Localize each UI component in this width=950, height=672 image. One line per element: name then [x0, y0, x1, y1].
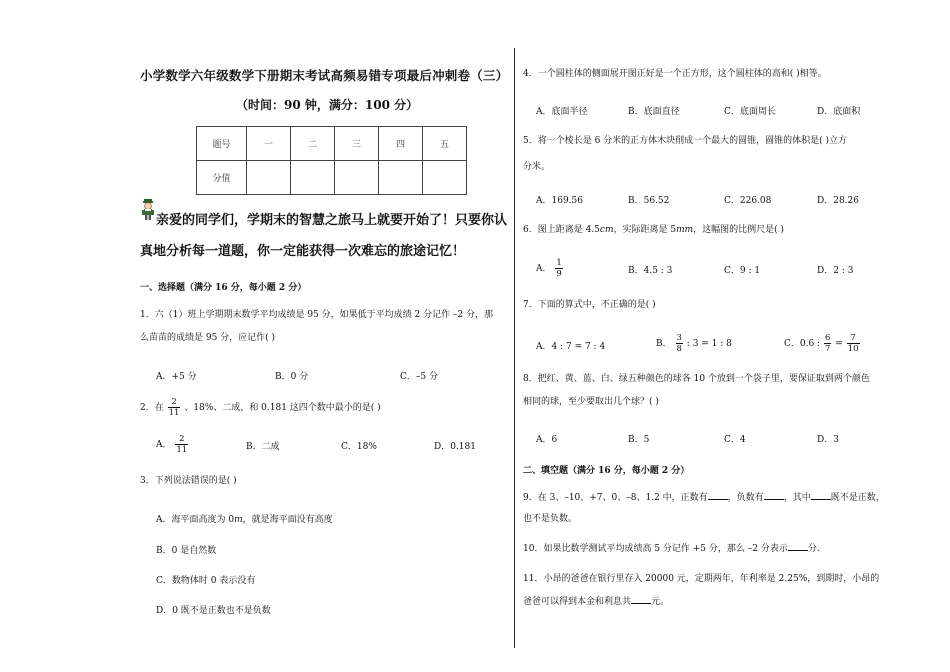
fraction-denominator: 10 — [847, 344, 859, 354]
question-line: 11．小昂的爸爸在银行里存入 20000 元，定期两年，年利率是 2.25%，到期时，小昂的 — [523, 574, 880, 584]
score-table-header: 五 — [423, 127, 467, 161]
score-cell — [291, 161, 335, 195]
option-a[interactable]: A．4 : 7 = 7 : 4 — [536, 342, 606, 352]
option-text: A．海平面高度为 0 — [156, 515, 235, 525]
question-text: 元。 — [651, 597, 670, 607]
option-a[interactable]: A．底面半径 — [536, 107, 588, 117]
fraction — [175, 434, 188, 455]
question-line: 4．一个圆柱体的侧面展开图正好是一个正方形，这个圆柱体的高和( )相等。 — [523, 69, 827, 79]
question-text: 9．在 3、–10、+7、0、–8、1.2 中，正数有 — [523, 493, 708, 503]
option-c[interactable]: C．9 : 1 — [724, 266, 761, 276]
score-table-header: 二 — [291, 127, 335, 161]
answer-blank[interactable] — [708, 490, 728, 500]
intro-text — [140, 205, 512, 267]
score-table — [196, 126, 467, 195]
fraction-numerator: 2 — [168, 397, 181, 408]
score-cell — [247, 161, 291, 195]
option-a[interactable] — [536, 258, 564, 279]
question-line: 么苗苗的成绩是 95 分，应记作( ) — [140, 333, 276, 343]
fraction-denominator: 8 — [676, 344, 682, 354]
option-d[interactable]: D．0.181 — [434, 442, 476, 452]
question-line: 8．把红、黄、蓝、白、绿五种颜色的球各 10 个放到一个袋子里，要保证取到两个颜色 — [523, 374, 870, 384]
answer-blank[interactable] — [631, 594, 651, 604]
fraction-denominator: 7 — [824, 344, 831, 354]
question-text: ，这幅图的比例尺是( ) — [693, 225, 785, 235]
question-line: 3．下列说法错误的是( ) — [140, 476, 237, 486]
option-text: : 3 = 1 : 8 — [686, 339, 732, 349]
question-line — [523, 488, 885, 509]
option-label: B． — [656, 339, 672, 349]
intro-line: 亲爱的同学们，学期末的智慧之旅马上就要开始了！只要你认 — [156, 213, 508, 228]
option-c[interactable]: C．数物体时 0 表示没有 — [156, 576, 256, 586]
option-a[interactable]: A．+5 分 — [156, 372, 197, 382]
option-c[interactable]: C．226.08 — [724, 196, 772, 206]
unit-text: mm — [676, 225, 694, 235]
score-table-header: 三 — [335, 127, 379, 161]
score-cell — [335, 161, 379, 195]
option-c[interactable] — [784, 333, 861, 354]
q2-suffix: 、18%、二成，和 0.181 这四个数中最小的是( ) — [184, 403, 381, 413]
option-d[interactable]: D．2 : 3 — [817, 266, 854, 276]
option-c[interactable]: C．–5 分 — [400, 372, 438, 382]
option-text: ，就是海平面没有高度 — [242, 515, 333, 525]
section-heading: 二、填空题（满分 16 分，每小题 2 分） — [523, 466, 690, 476]
question-text: ，其中 — [783, 493, 811, 503]
fraction — [676, 333, 683, 354]
question-line — [523, 220, 784, 241]
option-c[interactable]: C．4 — [724, 435, 746, 445]
score-table-header: 题号 — [197, 127, 247, 161]
fraction-denominator: 11 — [168, 408, 180, 418]
answer-blank[interactable] — [788, 541, 808, 551]
option-a[interactable] — [156, 434, 189, 455]
question-line: 1．六（1）班上学期期末数学平均成绩是 95 分，如果低于平均成绩 2 分记作 –2 分，那 — [140, 310, 494, 320]
question-text: 6．图上距离是 4.5 — [523, 225, 600, 235]
option-c[interactable]: C．18% — [341, 442, 377, 452]
score-table-header-row — [197, 127, 467, 161]
option-b[interactable]: B．56.52 — [628, 196, 670, 206]
option-b[interactable]: B．0 是自然数 — [156, 546, 217, 556]
fraction — [168, 397, 181, 418]
option-d[interactable]: D．底面积 — [817, 107, 861, 117]
section-heading: 一、选择题（满分 16 分，每小题 2 分） — [140, 283, 307, 293]
fraction-numerator: 6 — [824, 333, 831, 343]
intro-line: 真地分析每一道题，你一定能获得一次难忘的旅途记忆！ — [140, 244, 466, 259]
question-line — [523, 592, 669, 613]
exam-title: 小学数学六年级数学下册期末考试高频易错专项最后冲刺卷（三） — [140, 68, 509, 83]
option-d[interactable]: D．28.26 — [817, 196, 859, 206]
fraction — [847, 333, 860, 354]
option-label: A． — [156, 440, 172, 450]
option-b[interactable]: B．5 — [628, 435, 650, 445]
fraction-denominator: 11 — [176, 445, 188, 455]
fraction-denominator: 9 — [556, 269, 562, 279]
fraction-numerator: 3 — [676, 333, 682, 343]
option-b[interactable]: B．4.5 : 3 — [628, 266, 673, 276]
question-line — [140, 397, 381, 419]
option-a[interactable]: A．169.56 — [536, 196, 583, 206]
option-b[interactable]: B．二成 — [246, 442, 280, 452]
question-text: 10．如果比数学测试平均成绩高 5 分记作 +5 分，那么 –2 分表示 — [523, 544, 788, 554]
question-line: 分米。 — [523, 162, 551, 172]
option-a[interactable] — [156, 512, 333, 525]
q2-prefix: 2．在 — [140, 403, 164, 413]
fraction — [555, 258, 562, 279]
equals-sign: = — [835, 339, 843, 349]
option-d[interactable]: D．3 — [817, 435, 839, 445]
option-d[interactable]: D．0 既不是正数也不是负数 — [156, 606, 271, 616]
unit-text: cm — [599, 225, 614, 235]
question-line: 相同的球，至少要取出几个球？( ) — [523, 397, 659, 407]
question-text: ，负数有 — [727, 493, 764, 503]
fraction — [824, 333, 831, 354]
answer-blank[interactable] — [764, 490, 784, 500]
exam-subtitle: （时间：90 钟，满分：100 分） — [236, 98, 419, 112]
option-b[interactable] — [656, 333, 732, 354]
question-text: 既不是正数， — [830, 493, 885, 503]
option-label: A． — [536, 264, 552, 274]
question-line: 5．将一个棱长是 6 分米的正方体木块削成一个最大的圆锥，圆锥的体积是( )立方 — [523, 136, 848, 146]
score-table-value-row — [197, 161, 467, 195]
fraction-numerator: 7 — [847, 333, 860, 344]
question-text: 爸爸可以得到本金和利息共 — [523, 597, 632, 607]
unit-text: m — [234, 515, 243, 525]
question-line: 7．下面的算式中，不正确的是( ) — [523, 300, 656, 310]
option-c[interactable]: C．底面周长 — [724, 107, 776, 117]
fraction-numerator: 1 — [556, 258, 562, 268]
option-label: C．0.6 : — [784, 339, 821, 349]
score-table-header: 四 — [379, 127, 423, 161]
answer-blank[interactable] — [811, 490, 831, 500]
fraction-numerator: 2 — [175, 434, 188, 445]
score-cell — [423, 161, 467, 195]
question-line — [523, 539, 820, 560]
question-text: 分. — [807, 544, 820, 554]
option-b[interactable]: B．底面直径 — [628, 107, 680, 117]
score-table-row-label: 分值 — [197, 161, 247, 195]
question-text: ，实际距离是 5 — [613, 225, 677, 235]
score-cell — [379, 161, 423, 195]
question-line: 也不是负数。 — [523, 514, 578, 524]
option-a[interactable]: A．6 — [536, 435, 558, 445]
option-b[interactable]: B．0 分 — [275, 372, 309, 382]
column-divider — [514, 48, 515, 648]
score-table-header: 一 — [247, 127, 291, 161]
